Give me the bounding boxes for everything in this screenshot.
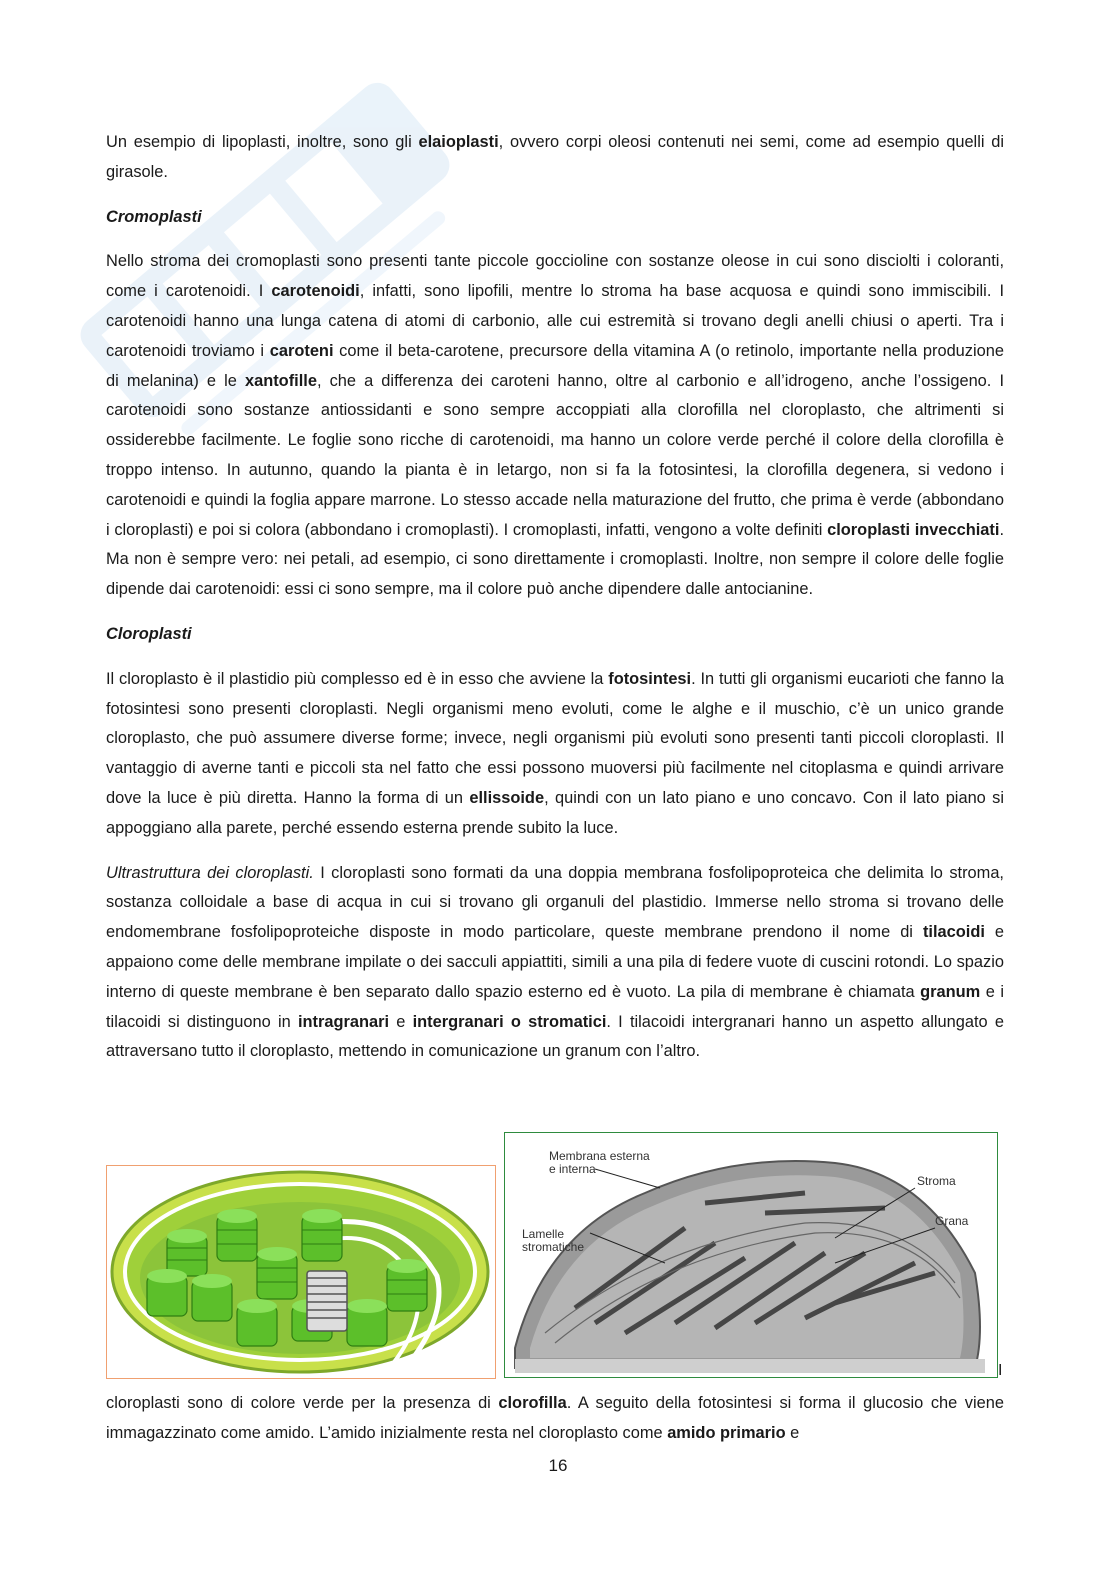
page-content — [106, 128, 1004, 1082]
paragraph-ultrastruttura: Ultrastruttura dei cloroplasti. I cloroplasti sono formati da una doppia membrana fosfolipoproteica che delimita lo stroma, sostanza colloidale a base di acqua in cui si trovano gli organuli del plastidio. Immerse nello stroma si trovano delle endomembrane fosfolipoproteiche disposte in modo particolare, queste membrane prendono il nome di tilacoidi e appaiono come delle membrane impilate o dei sacculi appiattiti, simili a una pila di federe vuote di cuscini rotondi. Lo spazio interno di queste membrane è ben separato dallo spazio esterno ed è vuoto. La pila di membrane è chiamata granum e i tilacoidi si distinguono in intragranari e intergranari o stromatici. I tilacoidi intergranari hanno un aspetto allungato e attraversano tutto il cloroplasto, mettendo in comunicazione un granum con l’altro. — [106, 863, 1004, 1061]
chloroplast-3d-drawing — [107, 1166, 494, 1377]
label-lamelle: Lamelle stromatiche — [522, 1227, 585, 1254]
paragraph-final: cloroplasti sono di colore verde per la presenza di clorofilla. A seguito della fotosintesi si forma il glucosio che viene immagazzinato come amido. L’amido inizialmente resta nel cloroplasto come amido primario e — [106, 1394, 1004, 1442]
label-membrana: Membrana esterna e interna — [549, 1149, 650, 1176]
stray-character: I — [998, 1362, 1003, 1379]
section-heading-cloroplasti: Cloroplasti — [106, 624, 192, 643]
page-number: 16 — [548, 1456, 568, 1475]
label-stroma: Stroma — [917, 1174, 956, 1188]
paragraph-cromoplasti: Nello stroma dei cromoplasti sono presenti tante piccole goccioline con sostanze oleose in cui sono disciolti i coloranti, come i carotenoidi. I carotenoidi, infatti, sono lipofili, mentre lo stroma ha base acquosa e quindi sono immiscibili. I carotenoidi hanno una lunga catena di atomi di carbonio, alle cui estremità si trovano degli anelli chiusi o aperti. Tra i carotenoidi troviamo i caroteni come il beta-carotene, precursore della vitamina A (o retinolo, importante nella produzione di melanina) e le xantofille, che a differenza dei caroteni hanno, oltre al carbonio e all’idrogeno, anche l’ossigeno. I carotenoidi sono sostanze antiossidanti e sono sempre accoppiati alla clorofilla nel cloroplasto, che altrimenti si ossiderebbe facilmente. Le foglie sono ricche di carotenoidi, ma hanno un colore verde perché il colore della clorofilla è troppo intenso. In autunno, quando la pianta è in letargo, non si fa la fotosintesi, la clorofilla degenera, si vedono i carotenoidi e quindi la foglia appare marrone. Lo stesso accade nella maturazione del frutto, che prima è verde (abbondano i cloroplasti) e poi si colora (abbondano i cromoplasti). I cromoplasti, infatti, vengono a volte definiti cloroplasti invecchiati. Ma non è sempre vero: nei petali, ad esempio, ci sono direttamente i cromoplasti. Inoltre, non sempre il colore delle foglie dipende dai carotenoidi: essi ci sono sempre, ma il colore può anche dipendere dalle antocianine. — [106, 252, 1005, 599]
chloroplast-micrograph — [504, 1132, 998, 1378]
chloroplast-illustration — [106, 1165, 496, 1379]
label-grana: Grana — [935, 1214, 969, 1228]
paragraph-cloroplasti: Il cloroplasto è il plastidio più complesso ed è in esso che avviene la fotosintesi. In tutti gli organismi eucarioti che fanno la fotosintesi sono presenti cloroplasti. Negli organismi meno evoluti, come le alghe e il muschio, c’è un unico grande cloroplasto, che può assumere diverse forme; invece, negli organismi più evoluti sono presenti tanti piccoli cloroplasti. Il vantaggio di averne tanti e piccoli sta nel fatto che essi possono muoversi più facilmente nel citoplasma e quindi arrivare dove la luce è più diretta. Hanno la forma di un ellissoide, quindi con un lato piano e uno concavo. Con il lato piano si appoggiano alla parete, perché essendo esterna prende subito la luce. — [106, 669, 1004, 837]
paragraph-elaioplasti: Un esempio di lipoplasti, inoltre, sono gli elaioplasti, ovvero corpi oleosi contenuti nei semi, come ad esempio quelli di girasole. — [106, 133, 1005, 181]
section-heading-cromoplasti: Cromoplasti — [106, 207, 202, 226]
